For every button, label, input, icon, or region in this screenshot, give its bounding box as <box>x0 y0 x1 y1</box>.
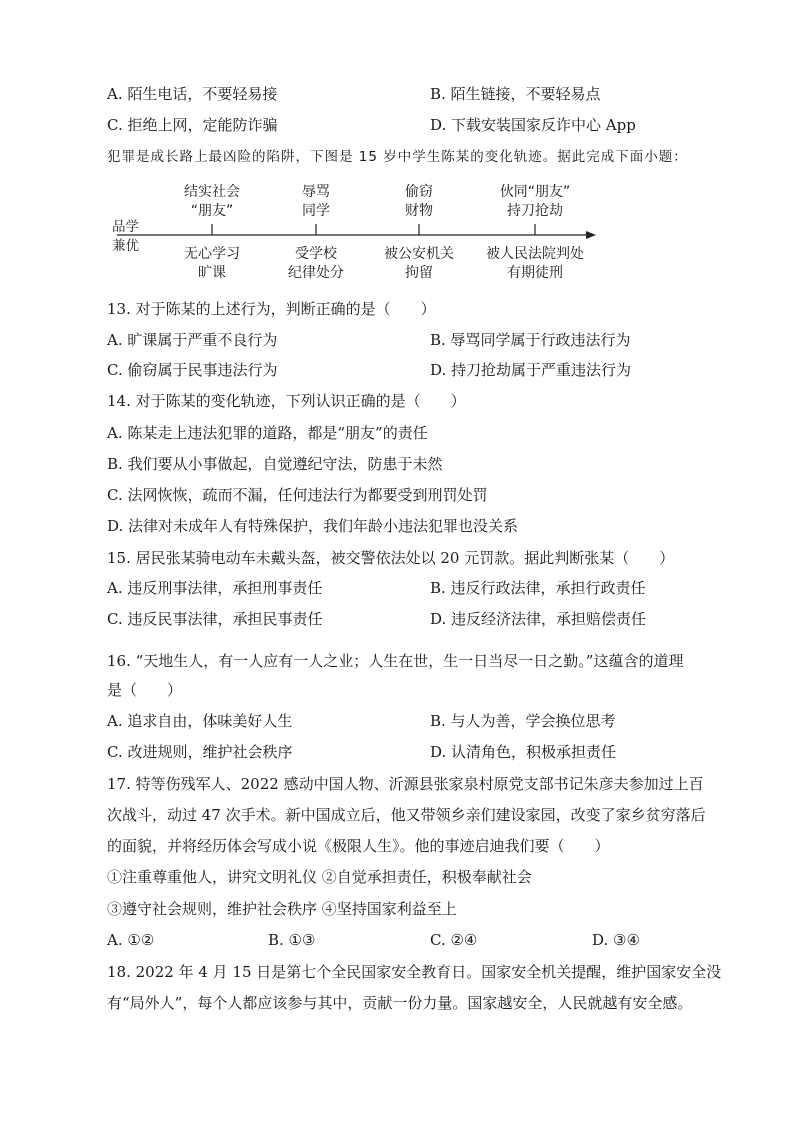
q17-stem-line2: 次战斗，动过 47 次手术。新中国成立后，他又带领乡亲们建设家园，改变了家乡贫穷落后 <box>107 806 706 824</box>
q16-stem-line2: 是（ ） <box>107 681 183 699</box>
q15-option-b: B. 违反行政法律，承担行政责任 <box>430 579 646 597</box>
q15-option-d: D. 违反经济法律，承担赔偿责任 <box>430 610 647 628</box>
q14-stem: 14. 对于陈某的变化轨迹，下列认识正确的是（ ） <box>107 392 466 410</box>
timeline-bottom-4-line1: 被人民法院判处 <box>486 246 584 262</box>
q17-stem-line1: 17. 特等伤残军人、2022 感动中国人物、沂源县张家泉村原党支部书记朱彦夫参加过上百 <box>107 775 704 793</box>
timeline-bottom-1-line2: 旷课 <box>198 265 226 281</box>
timeline-bottom-2-line1: 受学校 <box>295 246 337 262</box>
q13-stem: 13. 对于陈某的上述行为，判断正确的是（ ） <box>107 300 436 318</box>
q12-option-a: A. 陌生电话，不要轻易接 <box>107 85 278 103</box>
timeline-top-2 <box>266 183 366 221</box>
q14-option-c: C. 法网恢恢，疏而不漏，任何违法行为都要受到刑罚处罚 <box>107 486 488 504</box>
timeline-bottom-4 <box>475 245 595 283</box>
q13-option-d: D. 持刀抢劫属于严重违法行为 <box>430 361 632 379</box>
q14-option-b: B. 我们要从小事做起，自觉遵纪守法，防患于未然 <box>107 455 443 473</box>
timeline-bottom-3-line2: 拘留 <box>405 265 433 281</box>
q15-option-c: C. 违反民事法律，承担民事责任 <box>107 610 323 628</box>
q16-stem-line1: 16. “天地生人，有一人应有一人之业；人生在世，生一日当尽一日之勤。”这蕴含的道理 <box>107 652 684 670</box>
timeline-top-3-line2: 财物 <box>405 203 433 219</box>
q17-option-d: D. ③④ <box>592 931 640 949</box>
timeline-top-1 <box>162 183 262 221</box>
q16-option-a: A. 追求自由，体味美好人生 <box>107 712 293 730</box>
timeline-top-2-line1: 辱骂 <box>302 184 330 200</box>
timeline-bottom-3-line1: 被公安机关 <box>384 246 454 262</box>
timeline-top-1-line1: 结实社会 <box>184 184 240 200</box>
timeline-top-1-line2: “朋友” <box>190 203 234 219</box>
timeline-top-3-line1: 偷窃 <box>405 184 433 200</box>
timeline-start-line1: 品学 <box>112 219 139 235</box>
q12-option-b: B. 陌生链接，不要轻易点 <box>430 85 601 103</box>
timeline-bottom-2 <box>266 245 366 283</box>
q17-item-line2: ③遵守社会规则，维护社会秩序 ④坚持国家利益至上 <box>107 900 457 918</box>
q15-option-a: A. 违反刑事法律，承担刑事责任 <box>107 579 323 597</box>
q12-option-d: D. 下载安装国家反诈中心 App <box>430 116 636 134</box>
q13-option-c: C. 偷窃属于民事违法行为 <box>107 361 278 379</box>
q17-item-line1: ①注重尊重他人，讲究文明礼仪 ②自觉承担责任，积极奉献社会 <box>107 868 532 886</box>
q12-option-c: C. 拒绝上网，定能防诈骗 <box>107 116 278 134</box>
timeline-bottom-1-line1: 无心学习 <box>184 246 240 262</box>
q16-option-d: D. 认清角色，积极承担责任 <box>430 743 617 761</box>
timeline-top-4-line1: 伙同“朋友” <box>499 184 571 200</box>
q16-option-c: C. 改进规则，维护社会秩序 <box>107 743 293 761</box>
q15-stem: 15. 居民张某骑电动车未戴头盔，被交警依法处以 20 元罚款。据此判断张某（ ） <box>107 549 675 567</box>
q17-option-a: A. ①② <box>107 931 155 949</box>
q17-option-b: B. ①③ <box>268 931 316 949</box>
timeline-bottom-2-line2: 纪律处分 <box>288 265 344 281</box>
timeline-start-label <box>112 218 152 256</box>
q18-stem-line2: 有“局外人”，每个人都应该参与其中，贡献一份力量。国家越安全，人民就越有安全感。 <box>107 994 693 1012</box>
q13-option-b: B. 辱骂同学属于行政违法行为 <box>430 331 631 349</box>
q16-option-b: B. 与人为善，学会换位思考 <box>430 712 616 730</box>
timeline-start-line2: 兼优 <box>112 238 139 254</box>
q14-option-d: D. 法律对未成年人有特殊保护，我们年龄小违法犯罪也没关系 <box>107 517 519 535</box>
timeline-top-3 <box>369 183 469 221</box>
intro-text: 犯罪是成长路上最凶险的陷阱，下图是 15 岁中学生陈某的变化轨迹。据此完成下面小题： <box>107 149 688 165</box>
q17-option-c: C. ②④ <box>430 931 478 949</box>
timeline-top-4 <box>475 183 595 221</box>
timeline-bottom-1 <box>162 245 262 283</box>
timeline-bottom-3 <box>369 245 469 283</box>
timeline-top-2-line2: 同学 <box>302 203 330 219</box>
q17-stem-line3: 的面貌，并将经历体会写成小说《极限人生》。他的事迹启迪我们要（ ） <box>107 837 610 855</box>
q18-stem-line1: 18. 2022 年 4 月 15 日是第七个全民国家安全教育日。国家安全机关提醒，维护国家安全没 <box>107 963 722 981</box>
q14-option-a: A. 陈某走上违法犯罪的道路，都是“朋友”的责任 <box>107 424 428 442</box>
timeline-bottom-4-line2: 有期徒刑 <box>507 265 563 281</box>
timeline-top-4-line2: 持刀抢劫 <box>507 203 563 219</box>
q13-option-a: A. 旷课属于严重不良行为 <box>107 331 278 349</box>
